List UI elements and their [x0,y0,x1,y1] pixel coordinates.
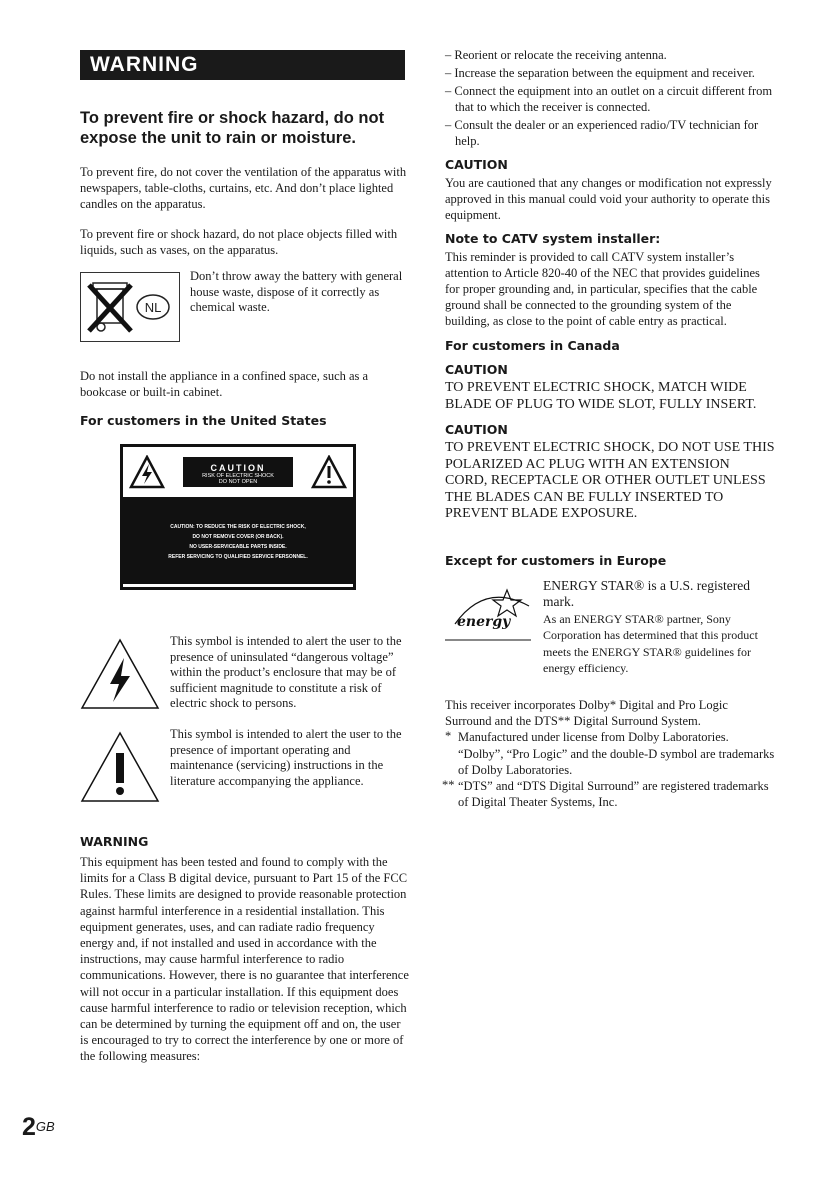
energy-logo-text: energy [457,613,511,630]
measure-item: – Connect the equipment into an outlet on a circuit different from that to which the receiver is connected. [445,84,773,114]
extension-caution-text: TO PREVENT ELECTRIC SHOCK, DO NOT USE THIS POLARIZED AC PLUG WITH AN EXTENSION CORD, RECEPTACLE OR OTHER OUTLET UNLESS THE BLADES CAN BE FULLY INSERTED TO PREVENT BLADE EXPOSURE. [445,440,775,521]
battery-disposal-notice [80,269,410,342]
footnote-marker: * [445,728,452,743]
instruction-symbol-block [80,727,410,808]
caution-heading: CAUTION [445,157,508,172]
footnote-marker: ** [442,777,455,792]
confined-space-paragraph: Do not install the appliance in a confined space, such as a bookcase or built-in cabinet. [80,369,369,399]
fcc-warning-text: This equipment has been tested and found to comply with the limits for a Class B digital device, pursuant to Part 15 of the FCC Rules. These limits are designed to provide reasonable protection against harmful interference in a residential installation. This equipment generates, uses, and can radiate radio frequency energy and, if not installed and used in accordance with the instructions, may cause harmful interference to radio communications. However, there is no guarantee that interference will not occur in a particular installation. If this equipment does cause harmful interference to radio or television reception, which can be determined by turning the equipment off and on, the user is encouraged to try to correct the interference by one or more of the following measures: [80,855,409,1064]
crossed-bin-icon [80,272,180,342]
warning-banner [80,50,405,80]
nl-battery-mark: NL [144,300,162,315]
caution-heading: CAUTION [445,422,508,437]
plug-caution-text: TO PREVENT ELECTRIC SHOCK, MATCH WIDE BLADE OF PLUG TO WIDE SLOT, FULLY INSERT. [445,380,757,412]
label-line: REFER SERVICING TO QUALIFIED SERVICE PERSONNEL. [168,554,308,560]
energy-star-block [445,577,775,677]
voltage-symbol-block [80,634,410,715]
dolby-text: This receiver incorporates Dolby* Digital and Pro Logic Surround and the DTS** Digital Surround System. [445,697,728,728]
right-column [442,47,775,810]
caution-heading: CAUTION [445,362,508,377]
measure-item: – Consult the dealer or an experienced radio/TV technician for help. [445,118,759,148]
left-column [80,50,410,1065]
label-line: DO NOT REMOVE COVER (OR BACK). [192,534,284,540]
energy-star-text-2: As an ENERGY STAR® partner, Sony Corporation has determined that this product meets the ENERGY STAR® guidelines for energy efficiency. [543,611,758,675]
us-customers-heading: For customers in the United States [80,413,327,428]
page-number-suffix: GB [35,1119,55,1134]
footnote-dts-trademarks: “DTS” and “DTS Digital Surround” are registered trademarks of Digital Theater Systems, Inc. [458,778,769,809]
liquids-paragraph: To prevent fire or shock hazard, do not place objects filled with liquids, such as vases, on the apparatus. [80,227,398,257]
label-line: CAUTION: TO REDUCE THE RISK OF ELECTRIC SHOCK, [170,524,306,530]
lightning-triangle-icon [129,455,165,489]
caution-label-bottom [123,500,353,584]
label-line: NO USER-SERVICEABLE PARTS INSIDE. [189,544,287,550]
page-number [22,1113,55,1142]
footnote-dolby-license: Manufactured under license from Dolby Laboratories. [458,729,729,744]
catv-heading: Note to CATV system installer: [445,231,661,246]
energy-star-text-1: ENERGY STAR® is a U.S. registered mark. [543,577,751,609]
ventilation-paragraph: To prevent fire, do not cover the ventilation of the apparatus with newspapers, table-cloths, curtains, etc. And don’t place lighted candles on the apparatus. [80,165,407,211]
exclamation-triangle-icon [311,455,347,489]
caution-label-top [123,447,353,500]
caution-label-illustration [120,444,356,590]
canada-heading: For customers in Canada [445,338,620,353]
label-caution-word: CAUTION [210,463,266,473]
measure-item: – Reorient or relocate the receiving antenna. [445,48,667,62]
catv-text: This reminder is provided to call CATV system installer’s attention to Article 820-40 of the NEC that provides guidelines for proper grounding and, in particular, specifies that the cable ground shall be connected to the grounding system of the building, as close to the point of cable entry as practical. [445,250,760,328]
battery-text: Don’t throw away the battery with general house waste, dispose of it correctly as chemical waste. [190,269,403,314]
label-risk-text: RISK OF ELECTRIC SHOCK [202,473,274,479]
europe-heading: Except for customers in Europe [445,552,667,568]
warning-banner-text: WARNING [90,53,199,76]
instruction-symbol-text: This symbol is intended to alert the user to the presence of important operating and maintenance (servicing) instructions in the literature accompanying the appliance. [170,727,402,788]
exclamation-triangle-icon [80,727,170,808]
label-do-not-open: DO NOT OPEN [218,479,258,485]
energy-star-logo-icon [445,584,535,677]
measure-item: – Increase the separation between the equipment and receiver. [445,66,755,80]
footnote-dolby-trademarks: “Dolby”, “Pro Logic” and the double-D symbol are trademarks of Dolby Laboratories. [458,746,775,777]
page-number-digit: 2 [22,1113,36,1141]
footnote-dts [442,777,775,810]
lightning-triangle-icon [80,634,170,715]
fire-hazard-headline: To prevent fire or shock hazard, do not expose the unit to rain or moisture. [80,109,385,147]
modification-caution-text: You are cautioned that any changes or modification not expressly approved in this manual could void your authority to operate this equipment. [445,176,772,222]
voltage-symbol-text: This symbol is intended to alert the user to the presence of uninsulated “dangerous voltage” within the product’s enclosure that may be of sufficient magnitude to constitute a risk of electric shock to persons. [170,634,402,710]
footnote-dolby [445,729,775,778]
fcc-warning-heading: WARNING [80,834,149,849]
caution-label-center [183,457,293,487]
